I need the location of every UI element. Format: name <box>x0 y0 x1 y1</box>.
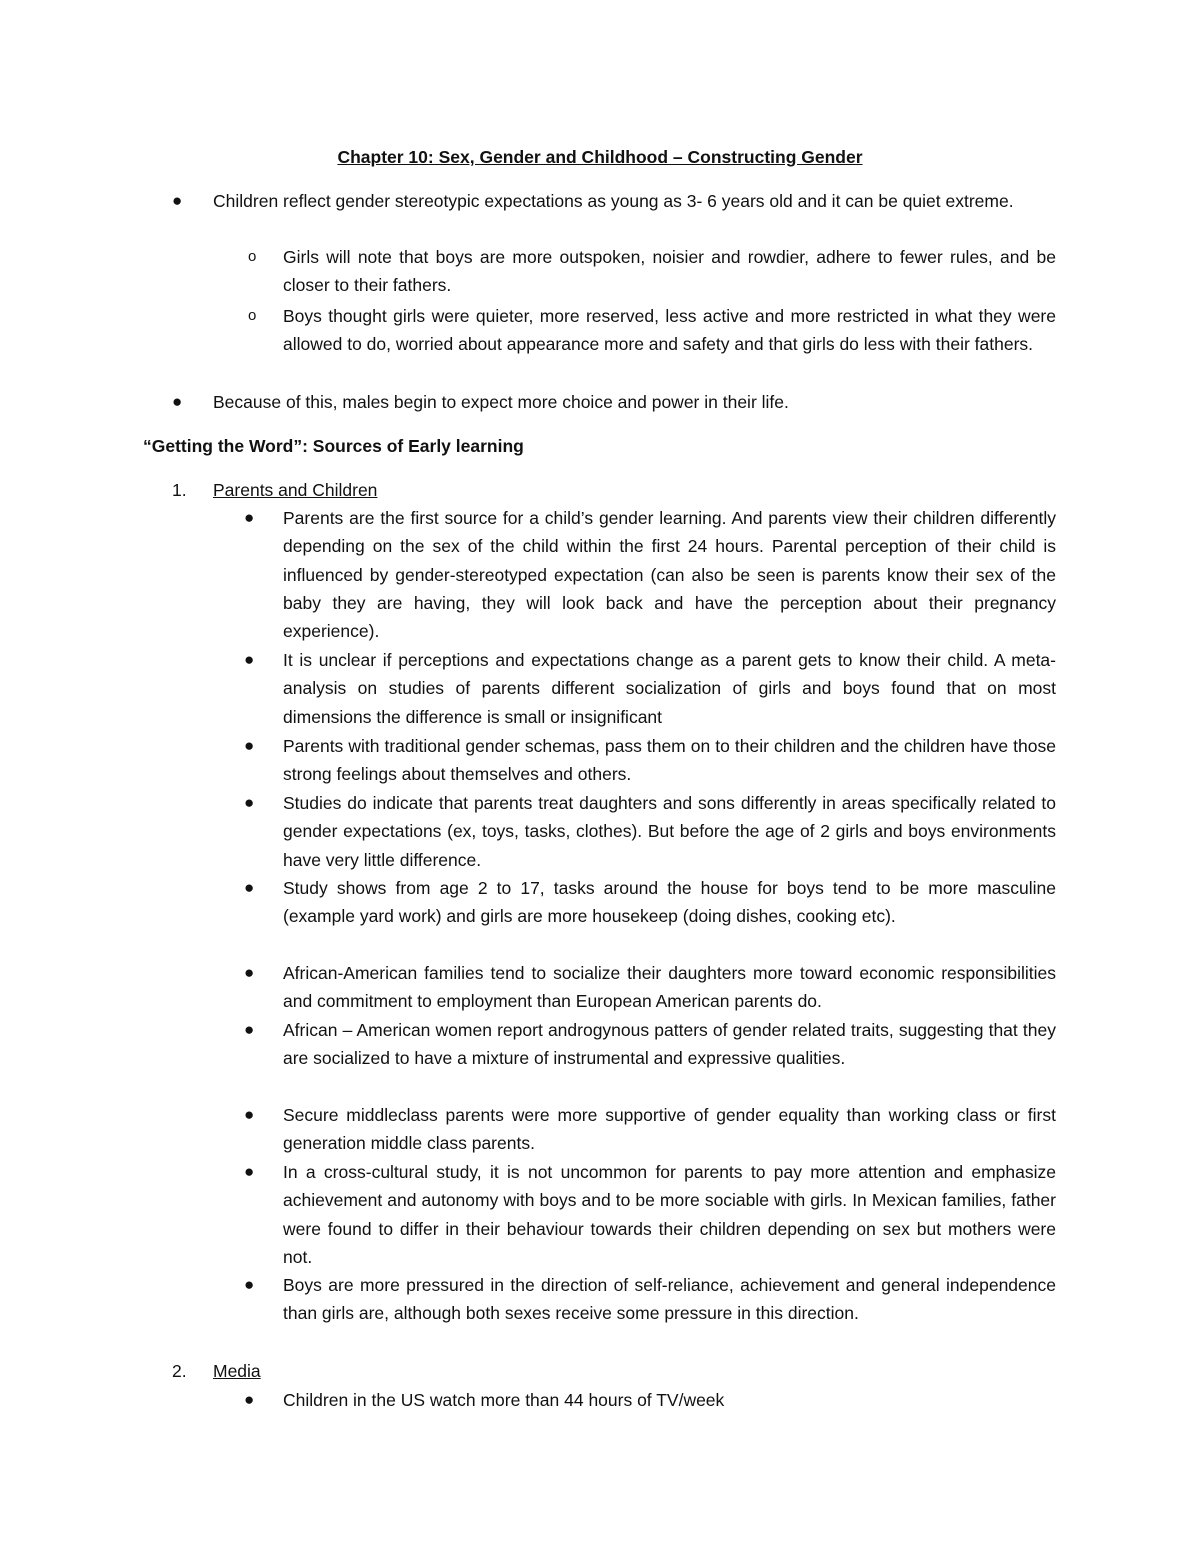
list-item: Boys are more pressured in the direction of self-reliance, achievement and general independence than girls are, although both sexes receive some pressure in this direction. <box>283 1275 1056 1324</box>
list-item: African – American women report androgynous patters of gender related traits, suggesting that they are socialized to have a mixture of instrumental and expressive qualities. <box>283 1020 1056 1069</box>
list-title-parents: Parents and Children <box>213 480 378 500</box>
intro-bullet: Because of this, males begin to expect more choice and power in their life. <box>213 392 789 412</box>
bullet-icon: ● <box>244 1275 255 1294</box>
bullet-icon: ● <box>244 878 255 897</box>
bullet-icon: ● <box>244 508 255 527</box>
bullet-icon: ● <box>244 1162 255 1181</box>
bullet-icon: ● <box>244 1020 255 1039</box>
bullet-icon: ● <box>244 1105 255 1124</box>
bullet-icon: ● <box>172 191 183 210</box>
bullet-icon: ● <box>244 793 255 812</box>
intro-sub-bullet: Boys thought girls were quieter, more reserved, less active and more restricted in what they were allowed to do, worried about appearance more and safety and that girls do less with their fathers. <box>283 306 1056 355</box>
section-heading: “Getting the Word”: Sources of Early learning <box>143 436 524 456</box>
list-item: It is unclear if perceptions and expectations change as a parent gets to know their child. A meta-analysis on studies of parents different socialization of girls and boys found that on most dimensions the difference is small or insignificant <box>283 650 1056 727</box>
list-title-media: Media <box>213 1361 261 1381</box>
bullet-icon: ● <box>244 650 255 669</box>
bullet-icon: ● <box>244 1390 255 1409</box>
list-number: 2. <box>172 1361 187 1381</box>
list-number: 1. <box>172 480 187 500</box>
bullet-icon: ● <box>244 736 255 755</box>
list-item: Parents with traditional gender schemas, pass them on to their children and the children have those strong feelings about themselves and others. <box>283 736 1056 785</box>
list-item: In a cross-cultural study, it is not uncommon for parents to pay more attention and emphasize achievement and autonomy with boys and to be more sociable with girls. In Mexican families, father were found to differ in their behaviour towards their children depending on sex but mothers were not. <box>283 1162 1056 1267</box>
list-item: Secure middleclass parents were more supportive of gender equality than working class or first generation middle class parents. <box>283 1105 1056 1154</box>
bullet-icon: ● <box>172 392 183 411</box>
bullet-icon: ● <box>244 963 255 982</box>
list-item: Study shows from age 2 to 17, tasks around the house for boys tend to be more masculine (example yard work) and girls are more housekeep (doing dishes, cooking etc). <box>283 878 1056 927</box>
list-item: Children in the US watch more than 44 hours of TV/week <box>283 1390 725 1410</box>
list-item: Studies do indicate that parents treat daughters and sons differently in areas specifically related to gender expectations (ex, toys, tasks, clothes). But before the age of 2 girls and boys environments have very little difference. <box>283 793 1056 870</box>
intro-sub-bullet: Girls will note that boys are more outspoken, noisier and rowdier, adhere to fewer rules, and be closer to their fathers. <box>283 247 1056 296</box>
circle-bullet-icon: o <box>248 248 257 265</box>
list-item: Parents are the first source for a child’s gender learning. And parents view their children differently depending on the sex of the child within the first 24 hours. Parental perception of their child is influenced by gender-stereotyped expectation (can also be seen is parents know their sex of the baby they are having, they will look back and have the perception about their pregnancy experience). <box>283 508 1056 642</box>
page-title: Chapter 10: Sex, Gender and Childhood – Constructing Gender <box>337 147 863 167</box>
list-item: African-American families tend to socialize their daughters more toward economic responsibilities and commitment to employment than European American parents do. <box>283 963 1056 1012</box>
circle-bullet-icon: o <box>248 307 257 324</box>
intro-bullet: Children reflect gender stereotypic expectations as young as 3- 6 years old and it can be quiet extreme. <box>213 191 1014 211</box>
